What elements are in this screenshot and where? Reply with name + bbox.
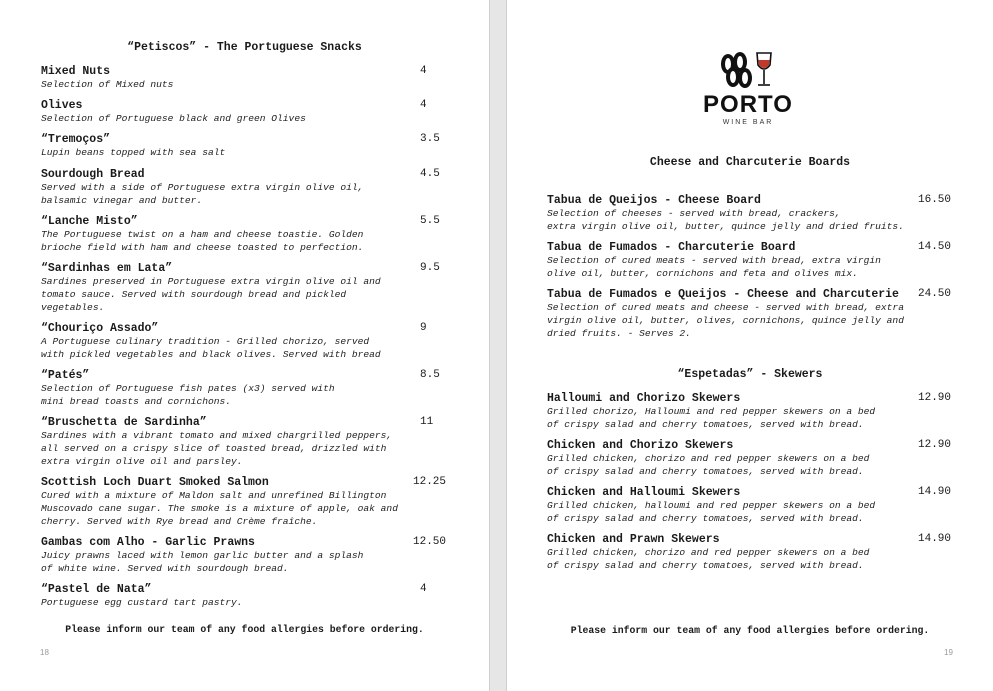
allergy-note: Please inform our team of any food allergies before ordering.	[65, 624, 424, 635]
item-description: Juicy prawns laced with lemon garlic butter and a splash of white wine. Served with sourdough bread.	[41, 550, 364, 574]
item-price: 3.5	[420, 133, 440, 145]
page-number: 19	[944, 648, 953, 657]
item-description: Cured with a mixture of Maldon salt and unrefined Billington Muscovado cane sugar. The smoke is a mixture of apple, oak and cherry. Served with Rye bread and Crème fraîche.	[41, 490, 398, 527]
menu-item	[547, 194, 967, 233]
menu-item	[41, 168, 461, 207]
section-title-skewers: “Espetadas” - Skewers	[677, 368, 823, 381]
item-name: Scottish Loch Duart Smoked Salmon	[41, 476, 269, 489]
item-description: Lupin beans topped with sea salt	[41, 147, 226, 158]
allergy-note: Please inform our team of any food allergies before ordering.	[570, 625, 930, 636]
item-price: 12.90	[918, 439, 952, 451]
item-price: 14.90	[918, 533, 952, 545]
page-number: 18	[40, 648, 49, 657]
item-name: Olives	[41, 99, 83, 112]
item-price: 11	[420, 416, 434, 428]
item-name: Chicken and Chorizo Skewers	[547, 439, 734, 452]
menu-page-left	[0, 0, 489, 691]
item-price: 4	[420, 583, 427, 595]
item-name: Chicken and Halloumi Skewers	[547, 486, 741, 499]
menu-item	[547, 241, 967, 280]
menu-item	[41, 99, 461, 125]
menu-item	[41, 322, 461, 361]
item-description: Grilled chicken, halloumi and red pepper skewers on a bed of crispy salad and cherry tomatoes, served with bread.	[547, 500, 876, 524]
item-name: Gambas com Alho - Garlic Prawns	[41, 536, 255, 549]
menu-item	[41, 65, 461, 91]
item-name: Mixed Nuts	[41, 65, 111, 78]
menu-item	[41, 133, 461, 159]
item-name: “Tremoços”	[41, 133, 111, 146]
item-name: Tabua de Fumados - Charcuterie Board	[547, 241, 796, 254]
item-description: Selection of cured meats and cheese - served with bread, extra virgin olive oil, butter, olives, cornichons, quince jelly and dried fruits. - Serves 2.	[547, 302, 904, 339]
menu-item	[547, 486, 967, 525]
item-name: Chicken and Prawn Skewers	[547, 533, 720, 546]
item-price: 14.90	[918, 486, 952, 498]
item-description: Selection of cheeses - served with bread, crackers, extra virgin olive oil, butter, quince jelly and dried fruits.	[547, 208, 904, 232]
menu-item	[41, 416, 461, 468]
page-gutter	[489, 0, 507, 691]
item-description: Selection of Portuguese fish pates (x3) served with mini bread toasts and cornichons.	[41, 383, 335, 407]
item-description: Grilled chicken, chorizo and red pepper skewers on a bed of crispy salad and cherry tomatoes, served with bread.	[547, 453, 870, 477]
item-price: 9	[420, 322, 427, 334]
item-description: Selection of Mixed nuts	[41, 79, 174, 90]
item-name: “Chouriço Assado”	[41, 322, 159, 335]
menu-page-right	[507, 0, 993, 691]
item-name: Sourdough Bread	[41, 168, 145, 181]
item-description: Sardines preserved in Portuguese extra virgin olive oil and tomato sauce. Served with sourdough bread and pickled vegetables.	[41, 276, 381, 313]
item-name: Halloumi and Chorizo Skewers	[547, 392, 741, 405]
item-price: 12.50	[413, 536, 447, 548]
item-description: A Portuguese culinary tradition - Grilled chorizo, served with pickled vegetables and black olives. Served with bread	[41, 336, 381, 360]
item-price: 5.5	[420, 215, 440, 227]
item-name: “Pastel de Nata”	[41, 583, 152, 596]
logo-wordmark: PORTO	[703, 91, 793, 118]
item-price: 4.5	[420, 168, 440, 180]
item-price: 4	[420, 99, 427, 111]
menu-item	[547, 392, 967, 431]
menu-item	[547, 439, 967, 478]
item-description: Served with a side of Portuguese extra virgin olive oil, balsamic vinegar and butter.	[41, 182, 364, 206]
item-description: Portuguese egg custard tart pastry.	[41, 597, 243, 608]
item-description: Selection of Portuguese black and green Olives	[41, 113, 306, 124]
menu-item	[547, 533, 967, 572]
section-title-petiscos: “Petiscos” - The Portuguese Snacks	[127, 41, 362, 54]
item-price: 8.5	[420, 369, 440, 381]
section-title-boards: Cheese and Charcuterie Boards	[649, 156, 851, 169]
item-price: 16.50	[918, 194, 952, 206]
item-description: Grilled chorizo, Halloumi and red pepper skewers on a bed of crispy salad and cherry tomatoes, served with bread.	[547, 406, 876, 430]
menu-item	[41, 262, 461, 314]
item-name: “Lanche Misto”	[41, 215, 138, 228]
menu-item	[41, 536, 461, 575]
logo-subtitle: WINE BAR	[722, 119, 774, 126]
menu-item	[547, 288, 967, 340]
menu-item	[41, 369, 461, 408]
porto-logo	[693, 51, 803, 131]
item-price: 12.90	[918, 392, 952, 404]
item-name: “Bruschetta de Sardinha”	[41, 416, 207, 429]
item-price: 12.25	[413, 476, 447, 488]
item-name: Tabua de Queijos - Cheese Board	[547, 194, 761, 207]
menu-item	[41, 215, 461, 254]
menu-item	[41, 583, 461, 609]
item-name: “Sardinhas em Lata”	[41, 262, 173, 275]
item-price: 14.50	[918, 241, 952, 253]
item-price: 9.5	[420, 262, 440, 274]
item-description: Sardines with a vibrant tomato and mixed chargrilled peppers, all served on a crispy slice of toasted bread, drizzled with extra virgin olive oil and parsley.	[41, 430, 393, 467]
barrel-wineglass-icon	[693, 51, 803, 91]
item-name: Tabua de Fumados e Queijos - Cheese and Charcuterie	[547, 288, 899, 301]
item-name: “Patés”	[41, 369, 90, 382]
item-description: Grilled chicken, chorizo and red pepper skewers on a bed of crispy salad and cherry tomatoes, served with bread.	[547, 547, 870, 571]
item-price: 4	[420, 65, 427, 77]
item-price: 24.50	[918, 288, 952, 300]
item-description: Selection of cured meats - served with bread, extra virgin olive oil, butter, cornichons and feta and olives mix.	[547, 255, 881, 279]
item-description: The Portuguese twist on a ham and cheese toastie. Golden brioche field with ham and cheese toasted to perfection.	[41, 229, 364, 253]
menu-item	[41, 476, 461, 528]
